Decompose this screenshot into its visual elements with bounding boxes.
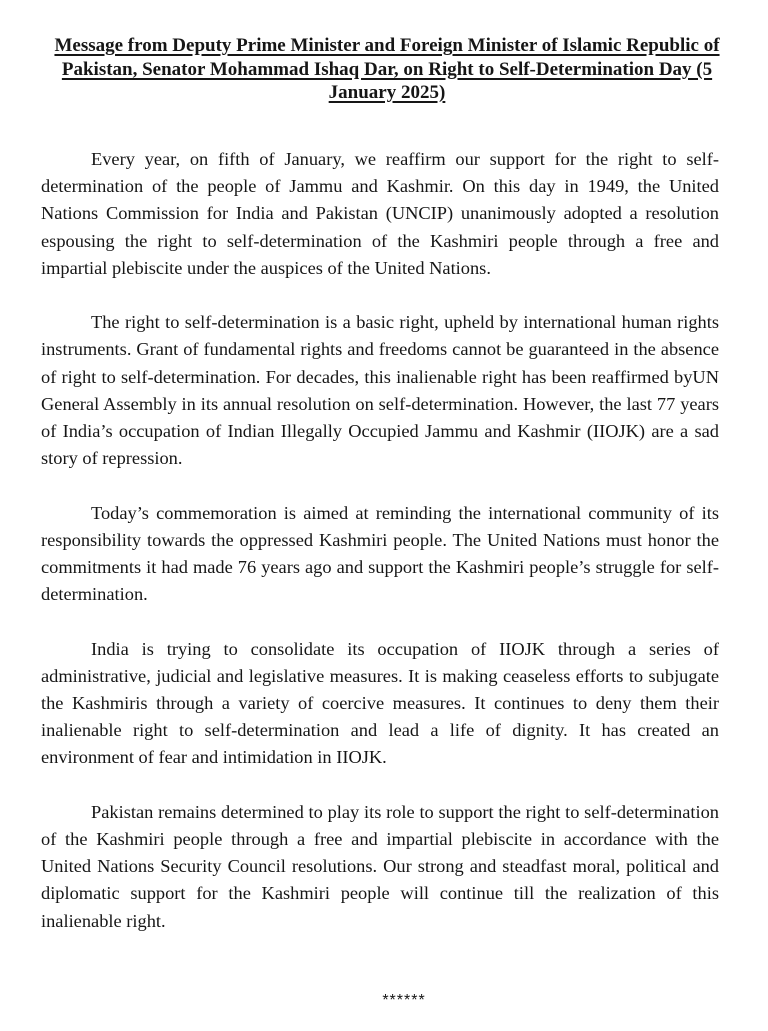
paragraph-4: India is trying to consolidate its occupation of IIOJK through a series of administrative, judicial and legislative measures. It is making ceaseless efforts to subjugate the Kashmiris through a variety of coercive measures. It continues to deny them their inalienable right to self-determination and lead a life of dignity. It has created an environment of fear and intimidation in IIOJK. <box>41 638 719 768</box>
paragraph-3: Today’s commemoration is aimed at reminding the international community of its responsibility towards the oppressed Kashmiri people. The United Nations must honor the commitments it had made 76 years ago and support the Kashmiri people’s struggle for self-determination. <box>41 502 719 605</box>
paragraph-5: Pakistan remains determined to play its role to support the right to self-determination of the Kashmiri people through a free and impartial plebiscite in accordance with the United Nations Security Council resolutions. Our strong and steadfast moral, political and diplomatic support for the Kashmiri people will continue till the realization of this inalienable right. <box>41 801 719 931</box>
paragraph-1: Every year, on fifth of January, we reaffirm our support for the right to self-determination of the people of Jammu and Kashmir. On this day in 1949, the United Nations Commission for India and Pakistan (UNCIP) unanimously adopted a resolution espousing the right to self-determination of the Kashmiri people through a free and impartial plebiscite under the auspices of the United Nations. <box>41 149 719 278</box>
document-title: Message from Deputy Prime Minister and Foreign Minister of Islamic Republic of Pakistan, Senator Mohammad Ishaq Dar, on Right to Self-Determination Day (5 January 2025) <box>54 35 720 103</box>
paragraph-2: The right to self-determination is a basic right, upheld by international human rights instruments. Grant of fundamental rights and freedoms cannot be guaranteed in the absence of right to self-determination. For decades, this inalienable right has been reaffirmed byUN General Assembly in its annual resolution on self-determination. However, the last 77 years of India’s occupation of Indian Illegally Occupied Jammu and Kashmir (IIOJK) are a sad story of repression. <box>41 312 719 469</box>
document-body <box>41 146 719 935</box>
end-of-document-marker: ****** <box>382 992 426 1009</box>
